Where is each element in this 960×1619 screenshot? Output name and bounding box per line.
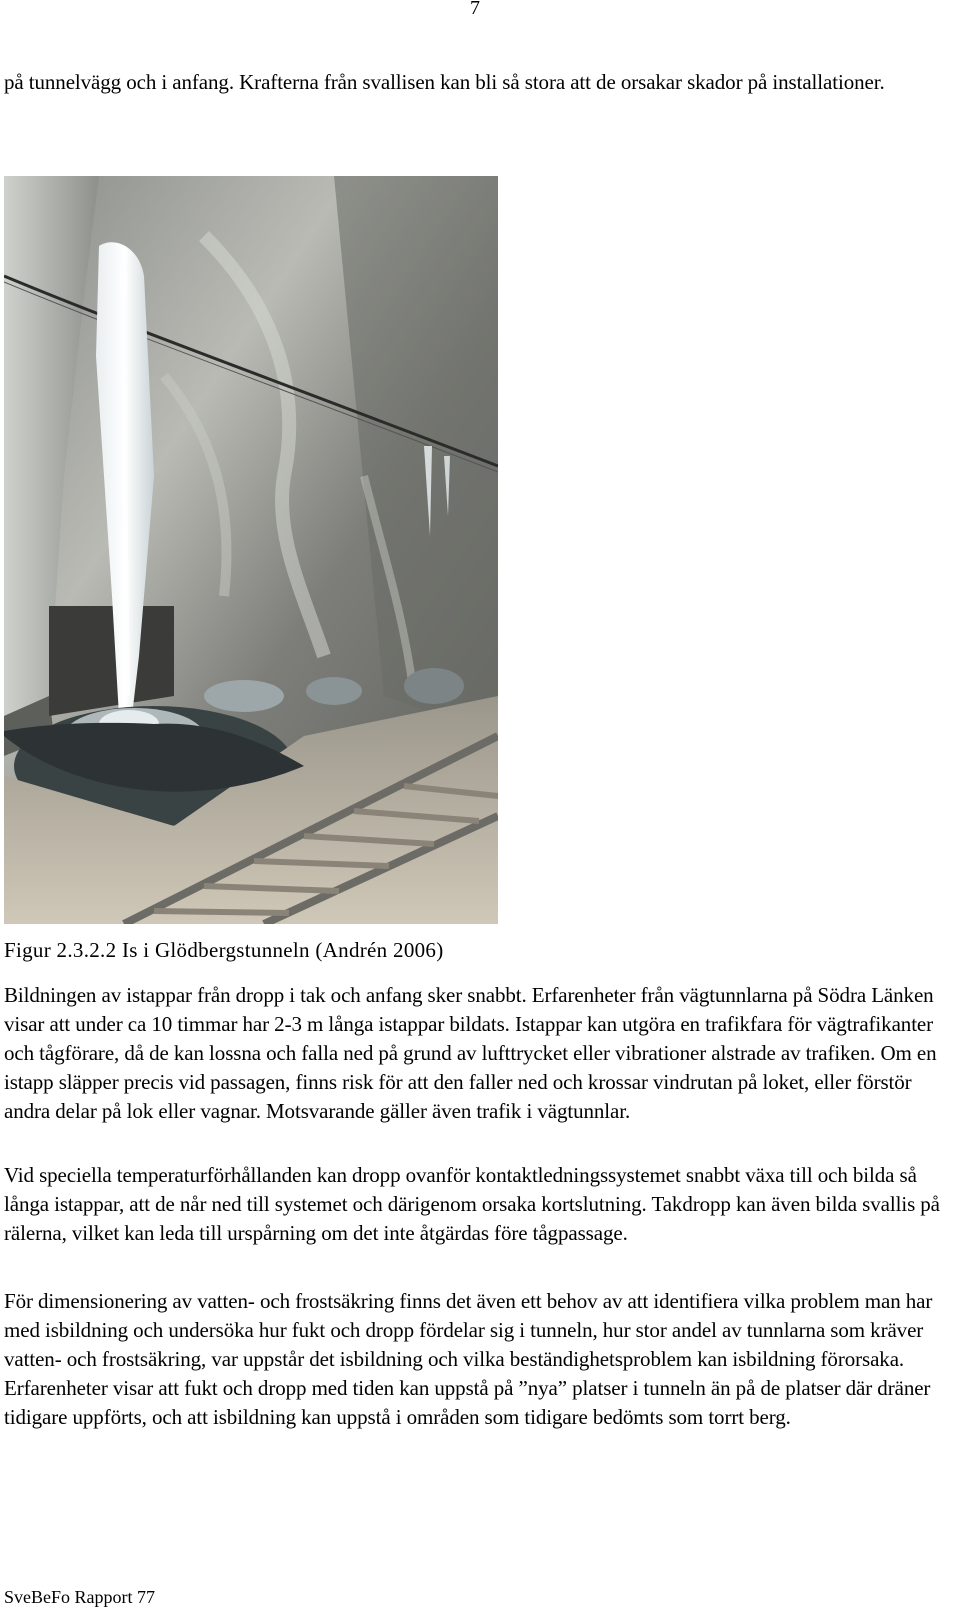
body-paragraph: För dimensionering av vatten- och frostsäkring finns det även ett behov av att identifiera vilka problem man har med isbildning och undersöka hur fukt och dropp fördelar sig i tunneln, hur stor andel av tunnlarna som kräver vatten- och frostsäkring, var uppstår det isbildning och vilka beständighetsproblem kan isbildning förorsaka. Erfarenheter visar att fukt och dropp med tiden kan uppstå på ”nya” platser i tunneln än på de platser där dräner tidigare uppförts, och att isbildning kan uppstå i områden som tidigare bedömts som torrt berg. <box>4 1289 933 1429</box>
body-paragraph: Vid speciella temperaturförhållanden kan dropp ovanför kontaktledningssystemet snabbt växa till och bilda så långa istappar, att de når ned till systemet och därigenom orsaka kortslutning. Takdropp kan även bilda svallis på rälerna, vilket kan leda till urspårning om det inte åtgärdas före tågpassage. <box>4 1163 940 1245</box>
intro-paragraph: på tunnelvägg och i anfang. Krafterna från svallisen kan bli så stora att de orsakar skador på installationer. <box>4 70 885 94</box>
body-paragraph: Bildningen av istappar från dropp i tak och anfang sker snabbt. Erfarenheter från vägtunnlarna på Södra Länken visar att under ca 10 timmar har 2-3 m långa istappar bildats. Istappar kan utgöra en trafikfara för vägtrafikanter och tågförare, då de kan lossna och falla ned på grund av lufttrycket eller vibrationer alstrade av trafiken. Om en istapp släpper precis vid passagen, finns risk för att den faller ned och krossar vindrutan på loket, eller förstör andra delar på lok eller vagnar. Motsvarande gäller även trafik i vägtunnlar. <box>4 983 937 1123</box>
page-number: 7 <box>470 0 480 19</box>
footer-report-name: SveBeFo Rapport 77 <box>4 1587 155 1607</box>
tunnel-ice-photo <box>4 176 498 924</box>
figure-caption: Figur 2.3.2.2 Is i Glödbergstunneln (Andrén 2006) <box>4 938 444 962</box>
